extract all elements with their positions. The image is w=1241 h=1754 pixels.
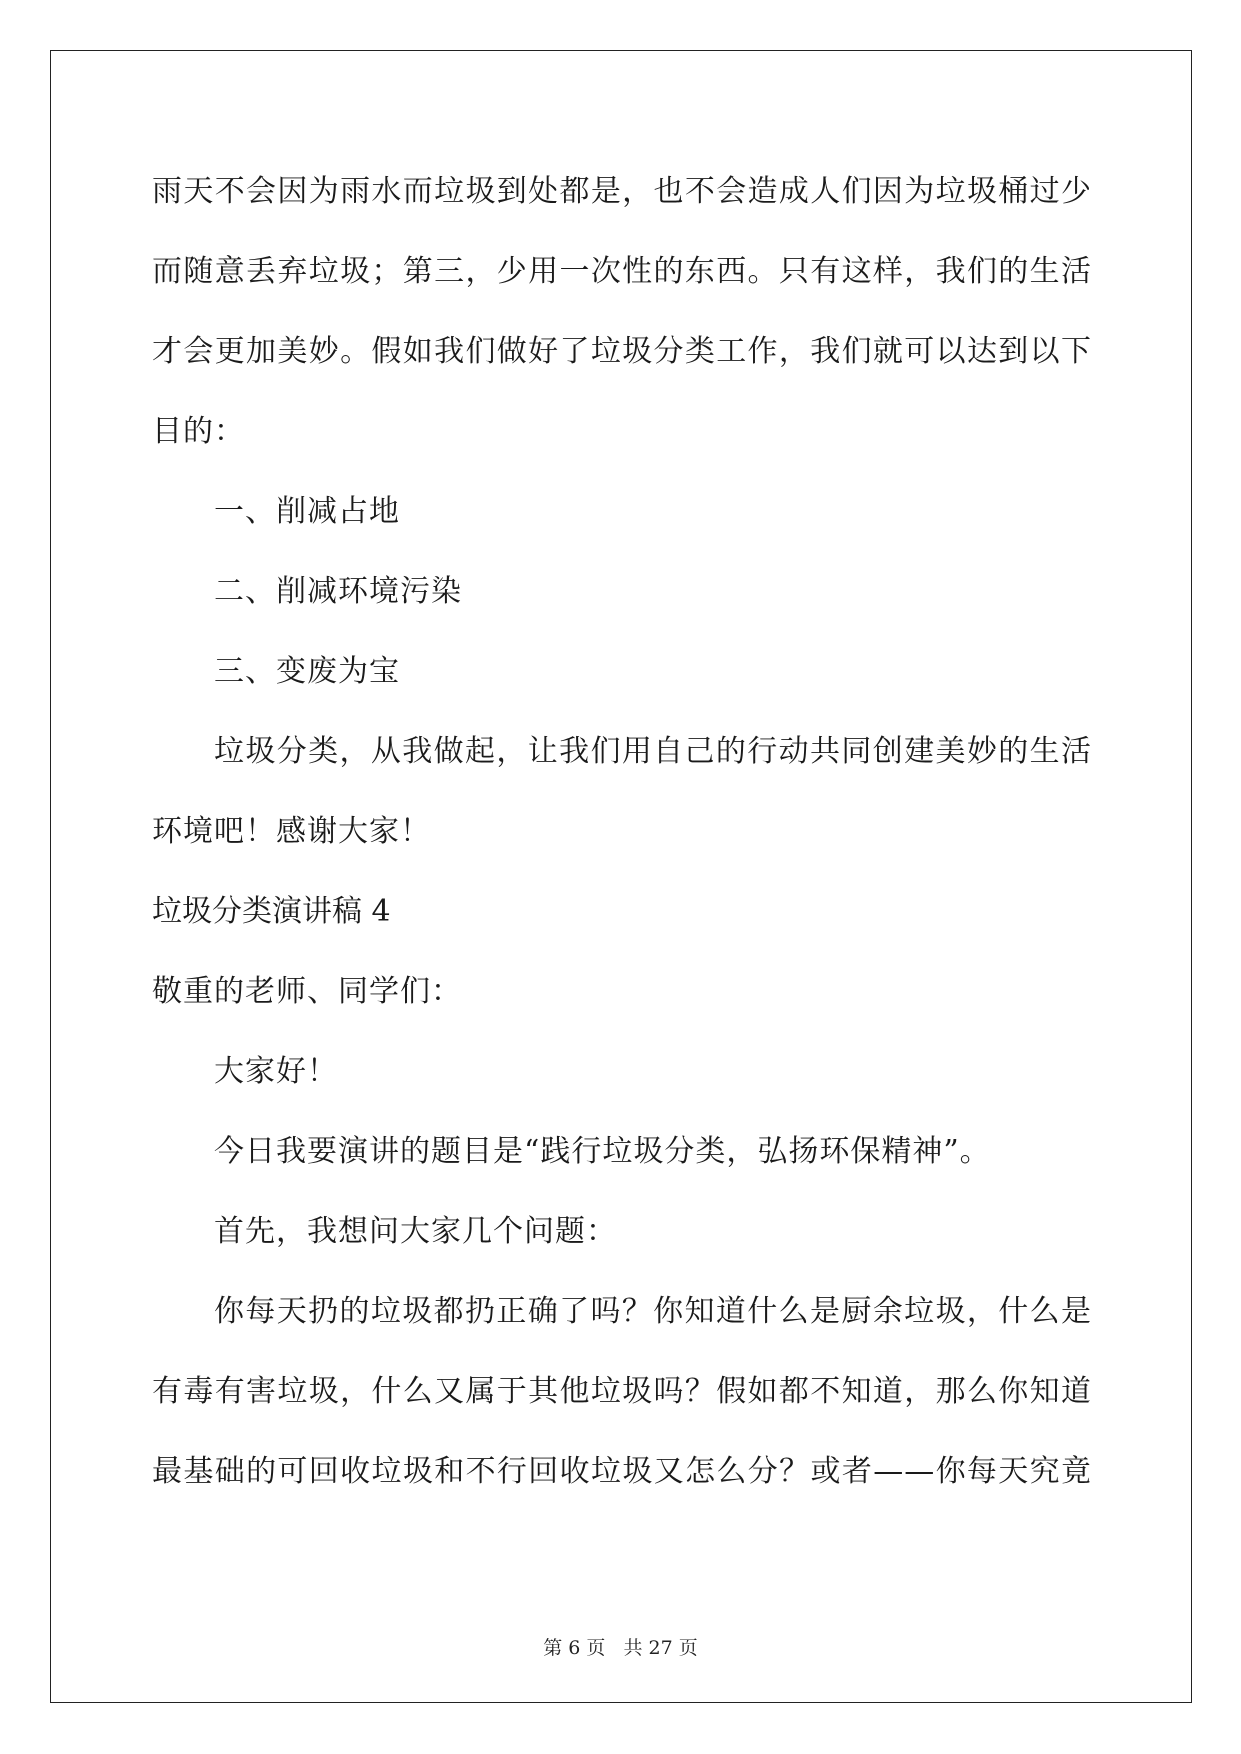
paragraph-line: 目的： [152, 414, 245, 449]
salutation: 敬重的老师、同学们： [152, 974, 462, 1009]
paragraph-line: 环境吧！感谢大家！ [152, 814, 431, 849]
paragraph-line: 才会更加美妙。假如我们做好了垃圾分类工作，我们就可以达到以下 [152, 334, 1092, 369]
paragraph-line: 最基础的可回收垃圾和不行回收垃圾又怎么分？或者——你每天究竟 [152, 1454, 1092, 1489]
list-item: 二、削减环境污染 [214, 574, 462, 609]
paragraph-line: 首先，我想问大家几个问题： [214, 1214, 617, 1249]
greeting: 大家好！ [214, 1054, 338, 1089]
paragraph-line: 今日我要演讲的题目是“践行垃圾分类，弘扬环保精神”。 [214, 1134, 991, 1169]
list-item: 一、削减占地 [214, 494, 400, 529]
paragraph-line: 有毒有害垃圾，什么又属于其他垃圾吗？假如都不知道，那么你知道 [152, 1374, 1092, 1409]
list-item: 三、变废为宝 [214, 654, 400, 689]
page-footer [0, 1636, 1241, 1660]
paragraph-line: 你每天扔的垃圾都扔正确了吗？你知道什么是厨余垃圾，什么是 [214, 1294, 1092, 1329]
page-total: 共 27 页 [623, 1637, 698, 1659]
page-number: 第 6 页 [543, 1637, 606, 1659]
paragraph-line: 雨天不会因为雨水而垃圾到处都是，也不会造成人们因为垃圾桶过少 [152, 174, 1092, 209]
section-heading: 垃圾分类演讲稿 4 [152, 894, 391, 929]
paragraph-line: 垃圾分类，从我做起，让我们用自己的行动共同创建美妙的生活 [214, 734, 1092, 769]
paragraph-line: 而随意丢弃垃圾；第三，少用一次性的东西。只有这样，我们的生活 [152, 254, 1092, 289]
